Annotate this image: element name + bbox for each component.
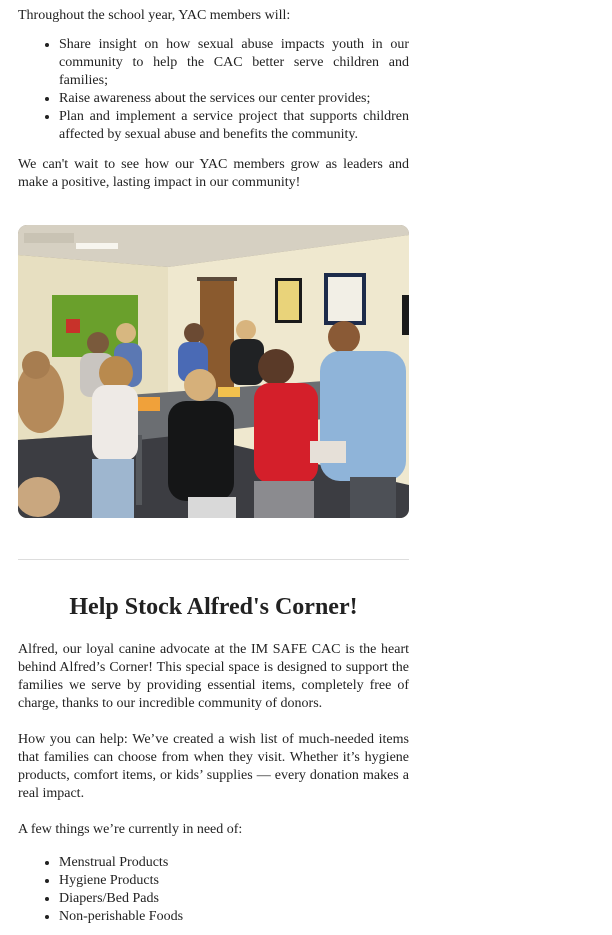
list-item: • Plan and implement a service project that supports children affected by sexual abuse and benefits the community. [59, 108, 409, 144]
yac-goals-list [18, 36, 409, 144]
person [254, 383, 318, 483]
section-divider [18, 559, 409, 560]
person [92, 385, 138, 461]
list-item: • Raise awareness about the services our center provides; [59, 90, 409, 108]
needs-list [18, 854, 409, 926]
list-item: • Hygiene Products [59, 872, 409, 890]
photo-illustration [18, 225, 409, 518]
newsletter-content [18, 0, 409, 926]
ceiling-light [76, 243, 118, 249]
list-item: • Share insight on how sexual abuse impacts youth in our community to help the CAC better serve children and families; [59, 36, 409, 90]
list-item: • Non-perishable Foods [59, 908, 409, 926]
section-heading: Help Stock Alfred's Corner! [69, 594, 358, 620]
board-decoration [66, 319, 80, 333]
yac-intro-text: Throughout the school year, YAC members will: [18, 8, 291, 23]
yac-group-photo [18, 225, 409, 518]
list-item: • Menstrual Products [59, 854, 409, 872]
yac-closing-text: We can't wait to see how our YAC members grow as leaders and make a positive, lasting impact in our community! [18, 157, 409, 190]
person [168, 401, 234, 501]
plush-toy [18, 477, 60, 517]
ceiling-vent [24, 233, 74, 243]
how-to-help-text: How you can help: We’ve created a wish list of much-needed items that families can choose from when they visit. Whether it’s hygiene products, comfort items, or kids’ supplies — every donation makes a real impact. [18, 732, 409, 801]
needs-intro-text: A few things we’re currently in need of: [18, 822, 243, 837]
alfred-intro-text: Alfred, our loyal canine advocate at the IM SAFE CAC is the heart behind Alfred’s Corner! This special space is designed to support the families we serve by providing essential items, completely free of charge, thanks to our incredible community of donors. [18, 642, 409, 711]
list-item: • Diapers/Bed Pads [59, 890, 409, 908]
